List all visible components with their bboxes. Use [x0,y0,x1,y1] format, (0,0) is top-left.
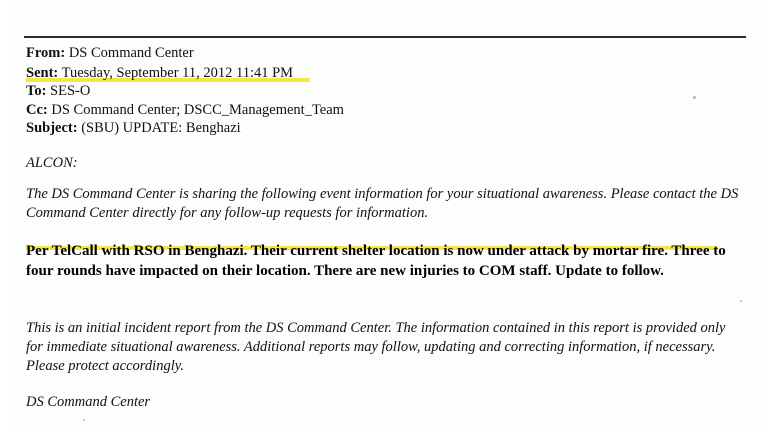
disclaimer-paragraph: This is an initial incident report from the DS Command Center. The information contained in this report is provided only for immediate situational awareness. Additional reports may follow, updating and correcting information, if necessary. Please protect accordingly. [26,319,726,374]
header-cc [26,101,742,120]
header-cc-label: Cc: [26,101,48,118]
header-to [26,82,742,101]
email-body [26,44,742,411]
salutation: ALCON: [26,154,78,171]
header-subject-value: (SBU) UPDATE: Benghazi [81,120,241,136]
header-from [26,44,742,63]
header-sent-label: Sent: [26,64,59,81]
header-to-label: To: [26,83,47,99]
page-left-margin [0,0,10,432]
header-subject-label: Subject: [26,120,78,136]
scan-speck [83,419,85,421]
scan-speck [693,96,696,99]
page-bottom-margin [0,426,768,432]
intro-paragraph: The DS Command Center is sharing the following event information for your situational awareness. Please contact the DS Command Center directly for any follow-up requests for information. [26,185,739,221]
scan-speck [740,300,742,302]
header-divider-rule [24,36,746,38]
highlighted-paragraph: Per TelCall with RSO in Benghazi. Their current shelter location is now under attack by mortar fire. Three to four rounds have impacted on their location. There are new injuries to COM staff. Update to follow. [26,242,726,279]
header-subject [26,119,742,138]
header-sent-value: Tuesday, September 11, 2012 11:41 PM [61,64,294,81]
header-from-value: DS Command Center [68,45,194,61]
header-from-label: From: [26,45,66,61]
header-cc-value: DS Command Center; DSCC_Management_Team [51,101,344,118]
header-to-value: SES-O [50,83,91,99]
signature-line: DS Command Center [26,393,151,410]
header-sent [26,64,742,83]
